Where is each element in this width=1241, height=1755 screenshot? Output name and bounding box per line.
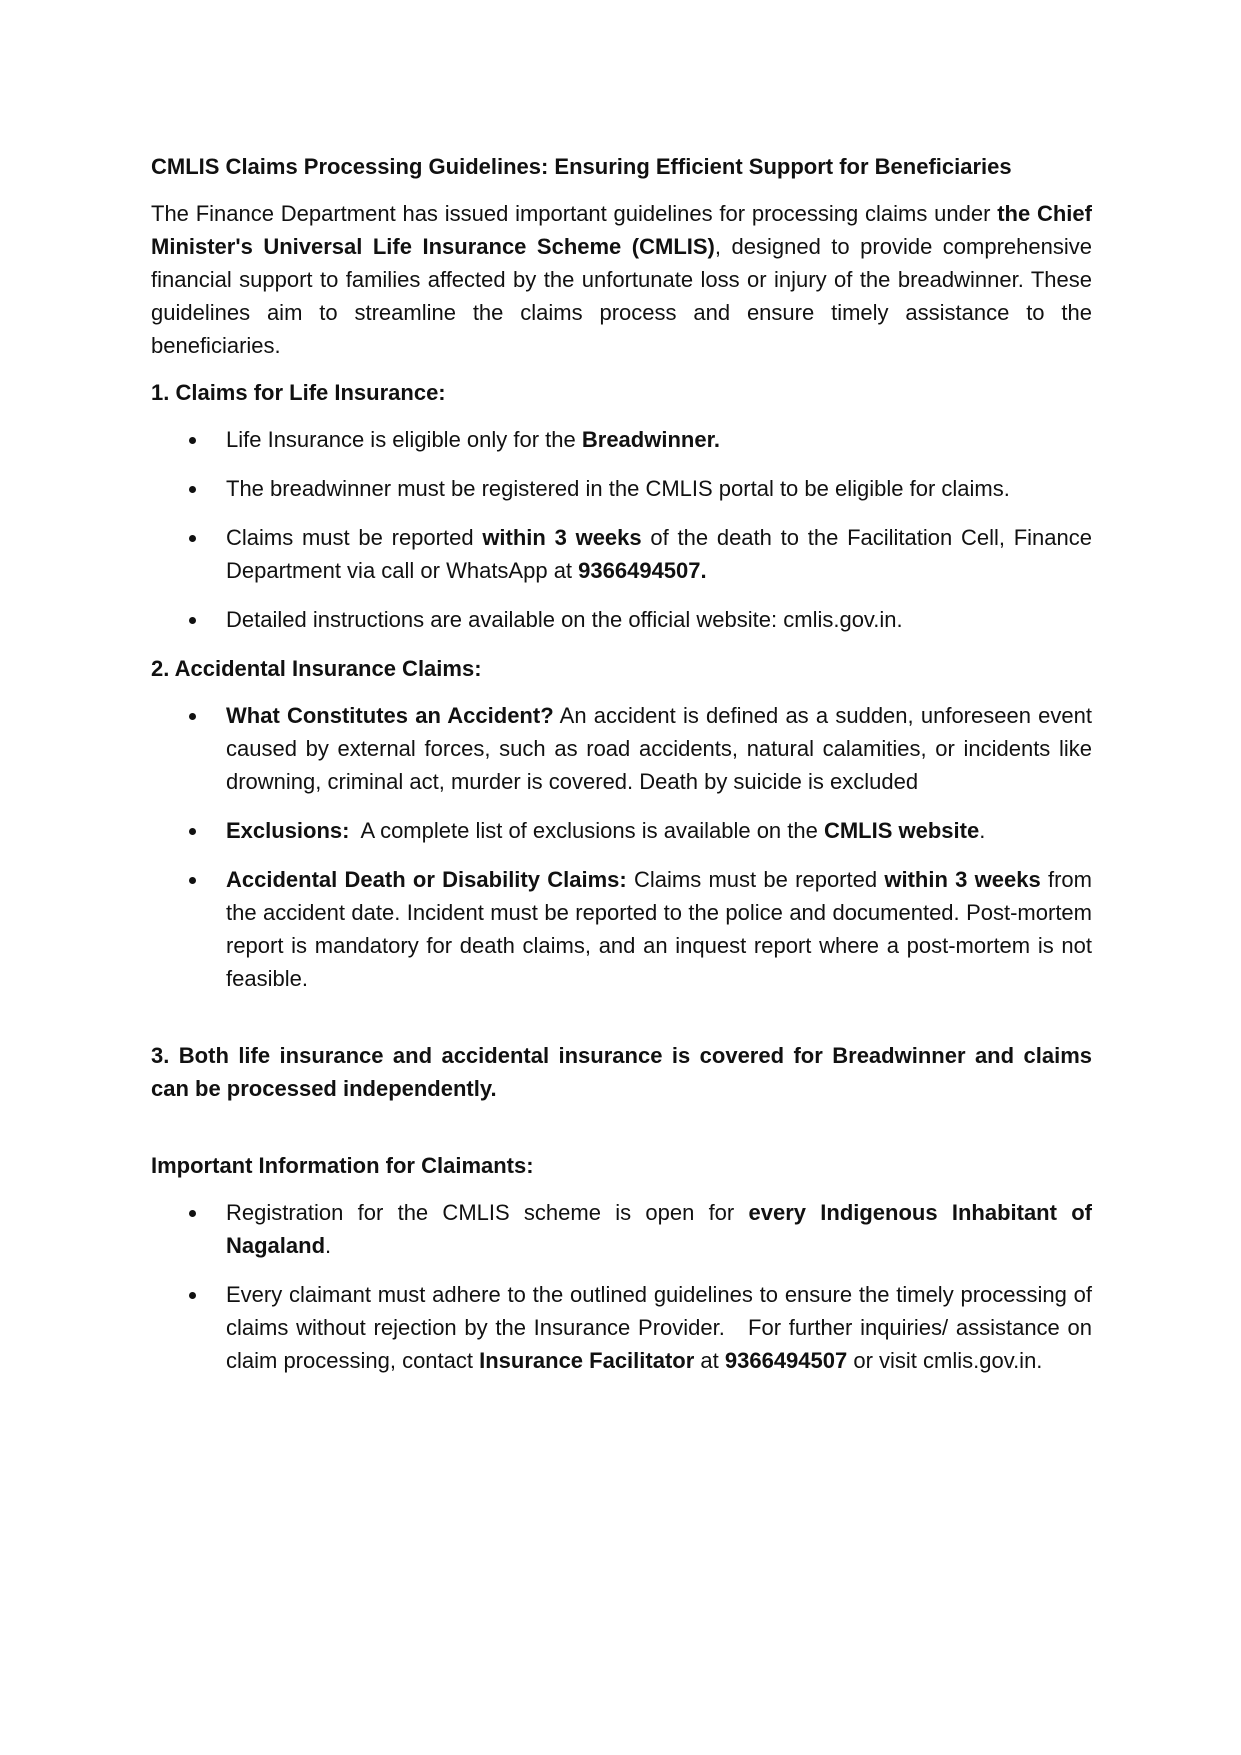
intro-text-cont: , designed to provide comprehensive financial support to families affected by the unfortunate loss or injury of the breadwinner. These guidelines aim to streamline the claims process and ensure timely assistance to the beneficiaries.: [151, 234, 1092, 358]
item-bold: Insurance Facilitator: [479, 1348, 695, 1373]
item-bold: within 3 weeks: [482, 525, 642, 550]
item-text: An accident is defined as a sudden, unforeseen event caused by external forces, such as road accidents, natural calamities, or incidents like drowning, criminal act, murder is covered. Death by suicide is excluded: [226, 703, 1092, 794]
list-item: [151, 1278, 1099, 1377]
list-item: [151, 863, 1092, 995]
item-text: .: [325, 1233, 332, 1258]
intro-text: The Finance Department has issued important guidelines for processing claims under: [151, 201, 998, 226]
important-heading: Important Information for Claimants:: [151, 1153, 534, 1178]
item-text: Life Insurance is eligible only for the: [226, 427, 582, 452]
item-bold-phone: 9366494507.: [578, 558, 707, 583]
bullet-icon: [189, 713, 196, 720]
item-text: from the accident date. Incident must be reported to the police and documented. Post-mortem report is mandatory for death claims, and an inquest report where a post-mortem is not feasible.: [226, 867, 1092, 991]
bullet-icon: [189, 828, 196, 835]
item-bold: Accidental Death or Disability Claims:: [226, 867, 627, 892]
intro-paragraph: [151, 197, 1092, 362]
list-item: [151, 472, 1092, 505]
intro-bold-scheme-name: the Chief Minister's Universal Life Insurance Scheme (CMLIS): [151, 201, 1092, 259]
item-text: at: [694, 1348, 725, 1373]
item-text: Every claimant must adhere to the outlined guidelines to ensure the timely processing of claims without rejection by the Insurance Provider. For further inquiries/ assistance on claim processing, contact: [226, 1282, 1099, 1373]
section2-heading: 2. Accidental Insurance Claims:: [151, 656, 482, 681]
document-body: [151, 150, 1099, 1393]
item-text: Claims must be reported: [626, 867, 885, 892]
item-bold: within 3 weeks: [884, 867, 1041, 892]
document-title: CMLIS Claims Processing Guidelines: Ensuring Efficient Support for Beneficiaries: [151, 154, 1012, 179]
important-list: [151, 1196, 1099, 1377]
item-text: Detailed instructions are available on the official website: cmlis.gov.in.: [226, 607, 903, 632]
bullet-icon: [189, 1210, 196, 1217]
item-text: Claims must be reported: [226, 525, 483, 550]
bullet-icon: [189, 617, 196, 624]
item-bold: every Indigenous Inhabitant of Nagaland: [226, 1200, 1092, 1258]
item-text: .: [979, 818, 986, 843]
item-bold: Breadwinner.: [581, 427, 721, 452]
item-text: of the death to the Facilitation Cell, Finance Department via call or WhatsApp at: [226, 525, 1093, 583]
list-item: [151, 1196, 1092, 1262]
section2-list: [151, 699, 1092, 995]
item-bold: Exclusions:: [226, 818, 350, 843]
item-bold-phone: 9366494507: [724, 1348, 848, 1373]
bullet-icon: [189, 437, 196, 444]
bullet-icon: [189, 486, 196, 493]
list-item: [151, 603, 1092, 636]
bullet-icon: [189, 535, 196, 542]
section1-heading: 1. Claims for Life Insurance:: [151, 380, 446, 405]
section1-list: [151, 423, 1092, 636]
bullet-icon: [189, 1292, 196, 1299]
list-item: [151, 814, 1092, 847]
item-text: Registration for the CMLIS scheme is open for: [226, 1200, 749, 1225]
item-text: or visit cmlis.gov.in.: [847, 1348, 1043, 1373]
item-bold: CMLIS website: [823, 818, 980, 843]
item-bold: What Constitutes an Accident?: [226, 703, 554, 728]
item-text: A complete list of exclusions is available on the: [349, 818, 824, 843]
section3-heading: 3. Both life insurance and accidental insurance is covered for Breadwinner and claims can be processed independently.: [151, 1043, 1092, 1101]
item-text: The breadwinner must be registered in the CMLIS portal to be eligible for claims.: [226, 476, 1010, 501]
list-item: [151, 423, 1092, 456]
list-item: [151, 699, 1092, 798]
list-item: [151, 521, 1092, 587]
bullet-icon: [189, 877, 196, 884]
